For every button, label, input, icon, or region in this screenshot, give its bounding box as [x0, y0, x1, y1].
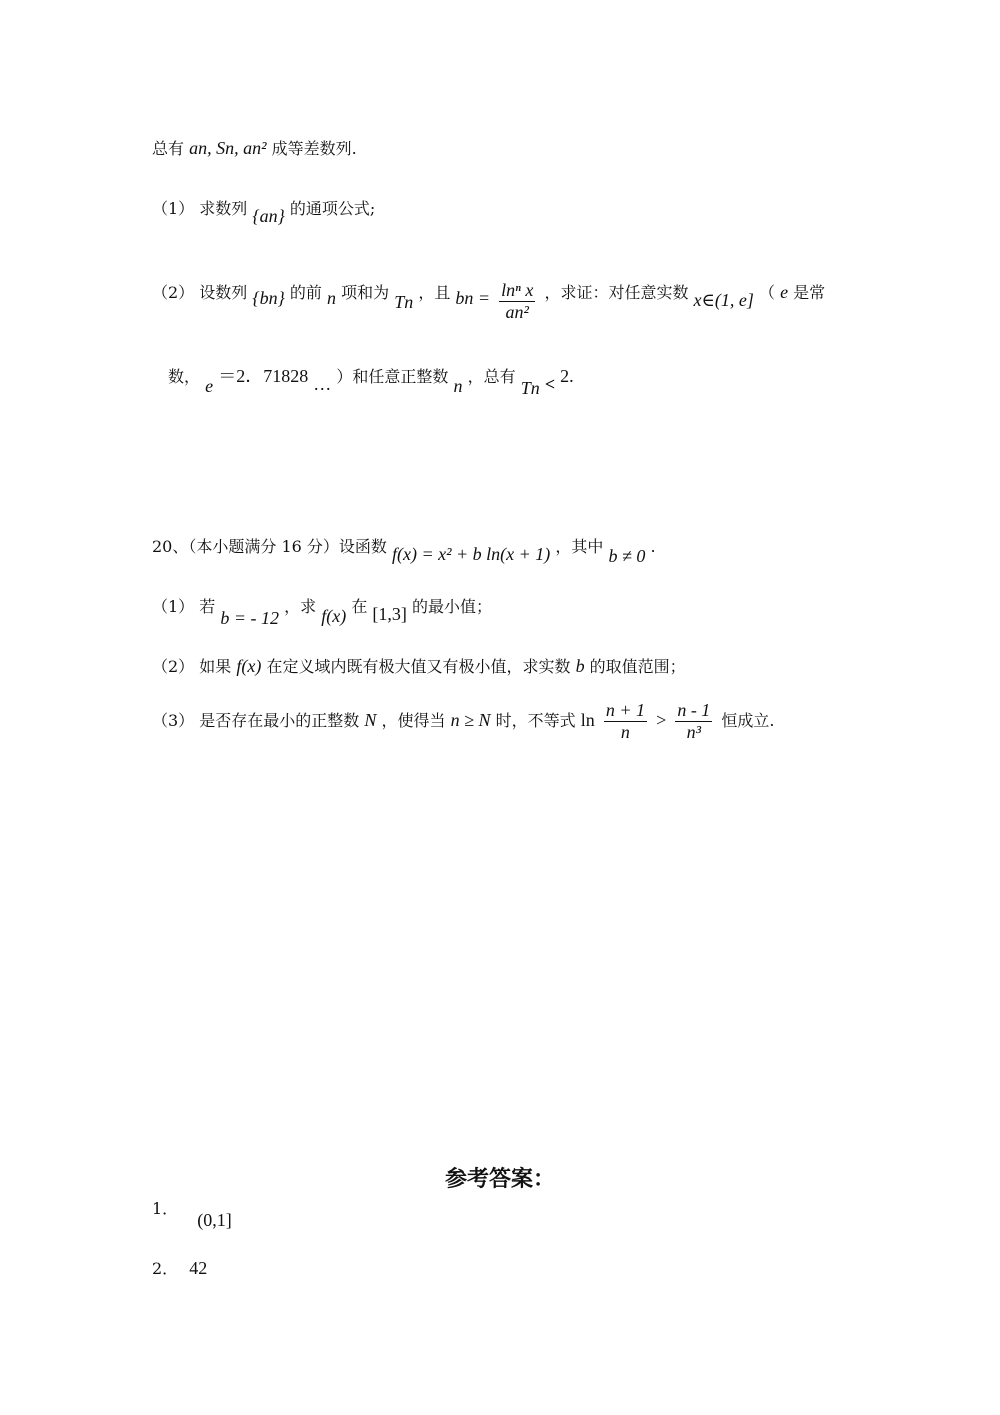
- q19-cont: [168, 362, 574, 398]
- q20-part1: [152, 594, 493, 628]
- q20-p2-a: 如果: [199, 657, 232, 676]
- answer-item-value: 42: [189, 1258, 208, 1278]
- q19-cont-lt: <: [544, 374, 556, 394]
- q20-header-b: ，其中: [555, 537, 604, 556]
- q19-part1-a: 求数列: [199, 199, 248, 218]
- q20-p3-frac1-num: n + 1: [605, 700, 645, 720]
- q19-intro-prefix: 总有: [152, 139, 185, 158]
- q19-part2-frac-den: an²: [499, 301, 535, 323]
- q19-cont-dots: …: [313, 374, 332, 394]
- q20-p3-frac2-num: n - 1: [677, 700, 711, 720]
- q19-cont-value: ＝2．71828: [218, 366, 309, 386]
- q20-p1-interval: [1,3]: [372, 604, 407, 624]
- q19-part1-b: 的通项公式;: [289, 199, 376, 218]
- q19-cont-a: 数，: [168, 367, 201, 386]
- answers-title: 参考答案：: [444, 1166, 555, 1192]
- q19-part2-bn: {bn}: [252, 288, 285, 308]
- q19-part2-n: n: [327, 288, 336, 308]
- q19-cont-n: n: [453, 376, 463, 396]
- q20-p2-b: 在定义域内既有极大值又有极小值，求实数: [266, 657, 571, 676]
- q20-p3-c: 时，不等式: [495, 711, 576, 730]
- q19-part2-interval: x∈(1, e]: [693, 290, 754, 310]
- q19-cont-two: 2.: [560, 366, 574, 386]
- q19-part1: [152, 196, 376, 226]
- q20-header-end: .: [650, 537, 656, 556]
- q20-p1-label: （1）: [152, 597, 195, 616]
- q19-part1-label: （1）: [152, 199, 195, 218]
- q20-p1-b: ，求: [284, 597, 317, 616]
- q19-intro-math: an, Sn, an²: [189, 138, 267, 158]
- q20-p2-c: 的取值范围；: [589, 657, 686, 676]
- q19-part2-bn-def: bn =: [455, 288, 491, 308]
- q19-part2-frac-num: lnⁿ x: [501, 280, 534, 300]
- q20-header: [152, 534, 656, 566]
- q20-p3-d: 恒成立.: [721, 711, 775, 730]
- q19-part2-tn: Tn: [394, 292, 414, 312]
- q20-part2: [152, 654, 686, 677]
- q20-p1-a: 若: [199, 597, 216, 616]
- answer-item-number: 2．: [152, 1259, 179, 1278]
- q20-p2-f: f(x): [236, 656, 262, 676]
- q20-p3-frac1: [604, 700, 647, 743]
- q20-p3-frac2: [675, 700, 712, 743]
- q19-part2: [152, 272, 826, 322]
- q19-part2-label: （2）: [152, 283, 195, 302]
- q20-p2-b-var: b: [575, 656, 585, 676]
- answer-item-1: [152, 1196, 232, 1230]
- q20-header-cond: b ≠ 0: [608, 546, 646, 566]
- q19-intro-suffix: 成等差数列.: [271, 139, 357, 158]
- q19-cont-c: ，总有: [467, 367, 516, 386]
- q19-part2-d: ，且: [418, 283, 451, 302]
- q20-p3-ln: ln: [580, 710, 595, 730]
- q20-part3: [152, 700, 775, 743]
- q20-p3-gt: >: [656, 710, 667, 730]
- q19-part2-f: （: [758, 283, 775, 302]
- q19-part2-e-var: e: [780, 282, 789, 302]
- q20-header-func: f(x) = x² + b ln(x + 1): [392, 544, 551, 564]
- q20-p3-b: ，使得当: [381, 711, 446, 730]
- q19-part2-fraction: [499, 280, 535, 323]
- q19-part2-g: 是常: [793, 283, 826, 302]
- q20-p1-c: 在: [351, 597, 368, 616]
- q19-part2-e: ，求证：对任意实数: [544, 283, 689, 302]
- answer-item-2: [152, 1256, 207, 1279]
- answer-item-value: (0,1]: [197, 1210, 232, 1230]
- q20-p3-N: N: [364, 710, 377, 730]
- q20-p3-a: 是否存在最小的正整数: [199, 711, 360, 730]
- answer-item-number: 1．: [152, 1199, 179, 1218]
- q19-part2-b: 的前: [289, 283, 322, 302]
- q20-p1-f: f(x): [321, 606, 347, 626]
- q19-part2-a: 设数列: [199, 283, 248, 302]
- q19-part1-math: {an}: [252, 206, 285, 226]
- q20-header-a: 20、（本小题满分 16 分）设函数: [152, 537, 387, 556]
- q20-p1-d: 的最小值；: [412, 597, 493, 616]
- q19-cont-e: e: [205, 376, 214, 396]
- q20-p1-cond: b = - 12: [220, 608, 280, 628]
- q20-p3-frac1-den: n: [604, 721, 647, 743]
- q19-part2-c: 项和为: [341, 283, 390, 302]
- q19-cont-b: ）和任意正整数: [336, 367, 449, 386]
- q19-intro: [152, 136, 357, 159]
- q20-p3-frac2-den: n³: [675, 721, 712, 743]
- q20-p3-label: （3）: [152, 711, 195, 730]
- q19-cont-tn: Tn: [520, 378, 540, 398]
- q20-p3-cond: n ≥ N: [450, 710, 491, 730]
- q20-p2-label: （2）: [152, 657, 195, 676]
